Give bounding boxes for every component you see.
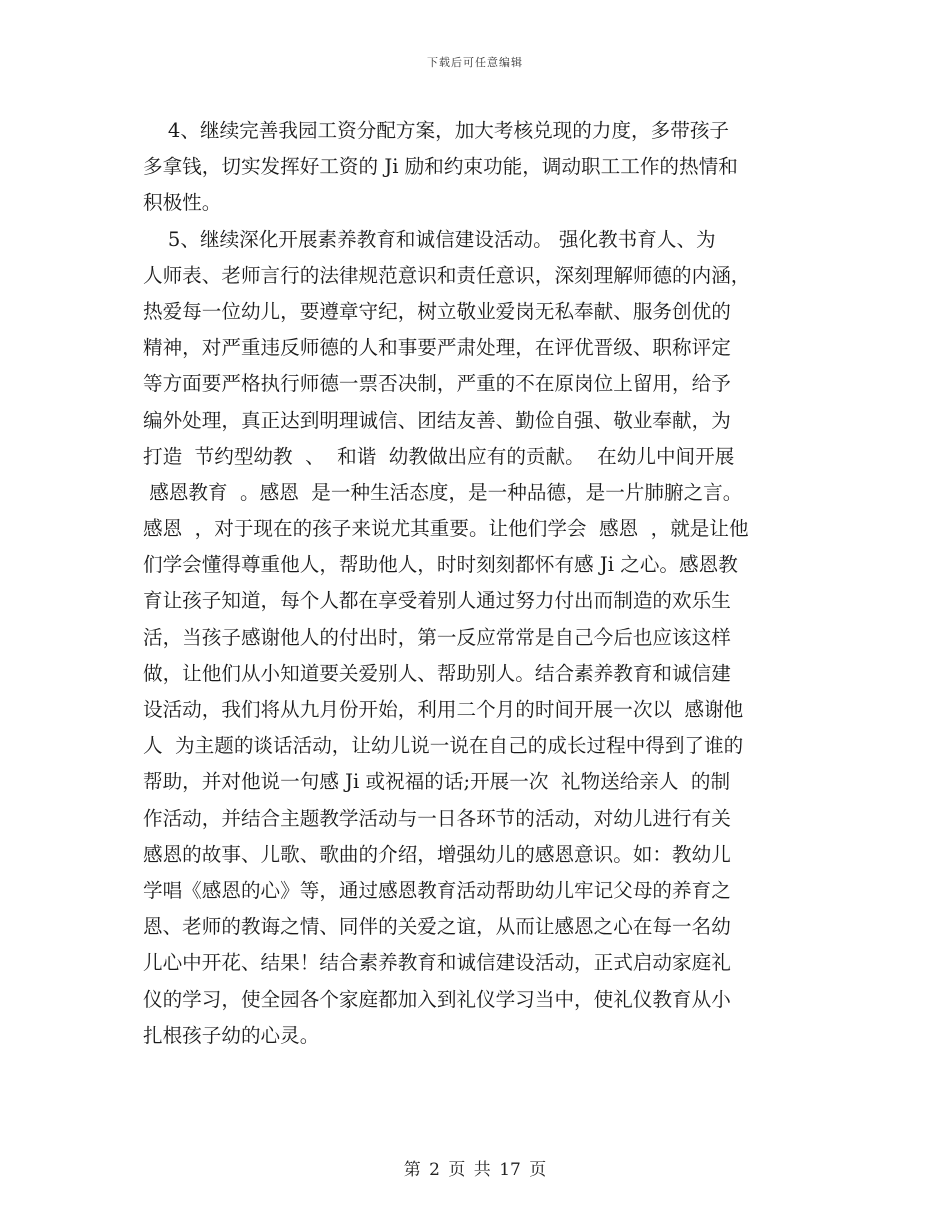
text-line: 帮助，并对他说一句感 Ji 或祝福的话;开展一次 礼物送给亲人 的制	[143, 770, 731, 794]
text-line: 设活动，我们将从九月份开始，利用二个月的时间开展一次以 感谢他	[143, 698, 744, 721]
text-line: 扎根孩子幼的心灵。	[143, 1023, 320, 1047]
text-line: 活，当孩子感谢他人的付出时，第一反应常常是自己今后也应该这样	[143, 625, 731, 649]
text-line: 学唱《感恩的心》等，通过感恩教育活动帮助幼儿牢记父母的养育之	[143, 878, 731, 902]
text-line: 积极性。	[143, 191, 222, 215]
text-line: 感恩的故事、儿歌、歌曲的介绍，增强幼儿的感恩意识。如：教幼儿	[143, 842, 731, 866]
text-line: 仪的学习，使全园各个家庭都加入到礼仪学习当中，使礼仪教育从小	[143, 987, 731, 1011]
text-line: 精神，对严重违反师德的人和事要严肃处理，在评优晋级、职称评定	[143, 336, 731, 360]
text-line: 儿心中开花、结果！结合素养教育和诚信建设活动，正式启动家庭礼	[143, 951, 731, 975]
text-line: 恩、老师的教诲之情、同伴的关爱之谊，从而让感恩之心在每一名幼	[143, 915, 731, 939]
text-line: 4、继续完善我园工资分配方案，加大考核兑现的力度，多带孩子	[143, 119, 730, 142]
text-line: 做，让他们从小知道要关爱别人、帮助别人。结合素养教育和诚信建	[143, 661, 731, 685]
text-line: 5、继续深化开展素养教育和诚信建设活动。 强化教书育人、为	[143, 227, 716, 251]
text-line: 热爱每一位幼儿，要遵章守纪，树立敬业爱岗无私奉献、服务创优的	[143, 299, 731, 323]
text-line: 们学会懂得尊重他人，帮助他人，时时刻刻都怀有感 Ji 之心。感恩教	[143, 553, 738, 577]
text-line: 人师表、老师言行的法律规范意识和责任意识，深刻理解师德的内涵，	[143, 263, 751, 287]
text-line: 感恩教育 。感恩 是一种生活态度，是一种品德，是一片肺腑之言。	[143, 480, 743, 504]
text-line: 多拿钱，切实发挥好工资的 Ji 励和约束功能，调动职工工作的热情和	[143, 155, 738, 179]
text-line: 感恩 ，对于现在的孩子来说尤其重要。让他们学会 感恩 ，就是让他	[143, 517, 749, 541]
page-header-note: 下载后可任意编辑	[427, 56, 523, 69]
text-line: 人 为主题的谈话活动，让幼儿说一说在自己的成长过程中得到了谁的	[143, 734, 744, 758]
text-line: 打造 节约型幼教 、 和谐 幼教做出应有的贡献。 在幼儿中间开展	[143, 444, 735, 468]
text-line: 育让孩子知道，每个人都在享受着别人通过努力付出而制造的欢乐生	[143, 589, 731, 613]
text-line: 等方面要严格执行师德一票否决制，严重的不在原岗位上留用，给予	[143, 372, 731, 396]
text-line: 编外处理，真正达到明理诚信、团结友善、勤俭自强、敬业奉献，为	[143, 408, 731, 432]
document-body	[143, 113, 808, 1054]
text-line: 作活动，并结合主题教学活动与一日各环节的活动，对幼儿进行有关	[143, 806, 731, 830]
page-number: 第 2 页 共 17 页	[403, 1160, 547, 1180]
